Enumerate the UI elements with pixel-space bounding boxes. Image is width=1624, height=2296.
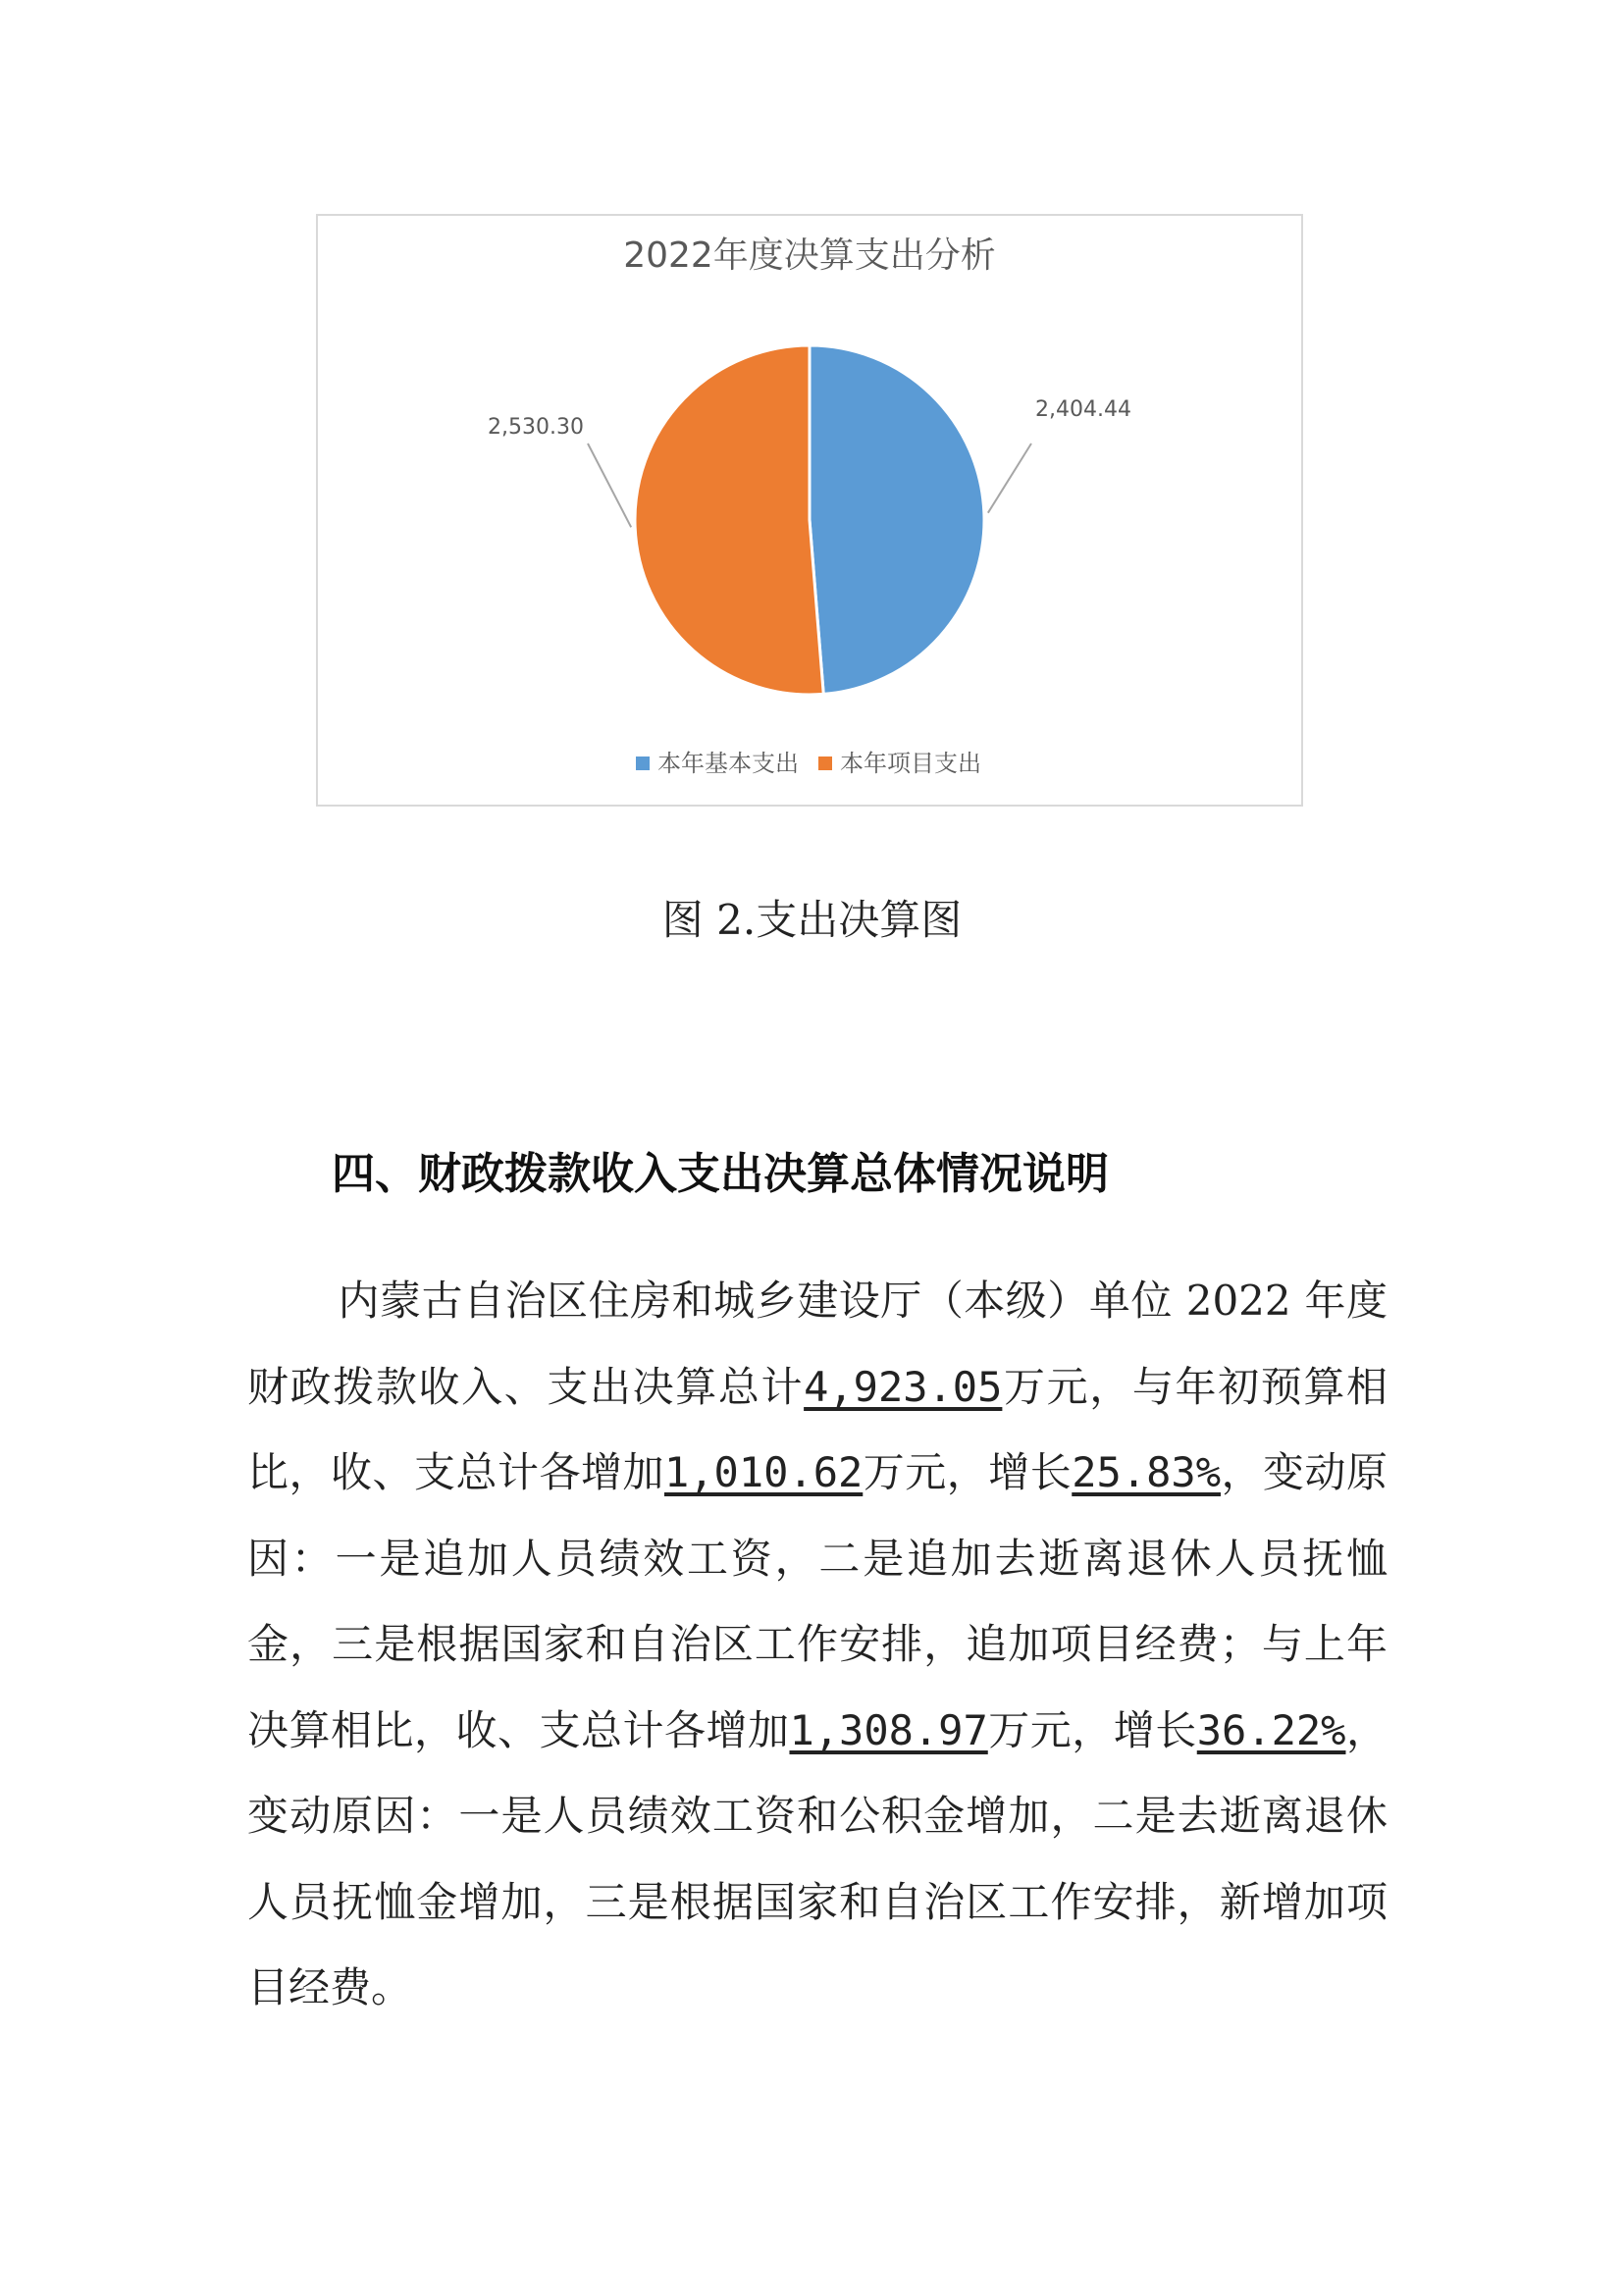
paragraph-text-5: 万元，增长 bbox=[987, 1705, 1197, 1754]
legend-swatch-2 bbox=[818, 757, 832, 770]
body-paragraph bbox=[247, 1258, 1388, 2031]
leader-line-2 bbox=[588, 444, 631, 527]
budget-increase-value: 1,010.62 bbox=[663, 1448, 864, 1496]
budget-growth-percent: 25.83% bbox=[1072, 1448, 1221, 1496]
leader-line-1 bbox=[988, 444, 1031, 513]
paragraph-text-3: 万元，增长 bbox=[863, 1448, 1073, 1496]
paragraph-text-2: 万元，与年初预算相比，收、支总计各增加 bbox=[247, 1362, 1388, 1496]
legend-label-2: 本年项目支出 bbox=[840, 750, 981, 777]
pie-slices bbox=[635, 345, 984, 695]
pie-slice-1 bbox=[810, 345, 984, 694]
year-over-year-increase-value: 1,308.97 bbox=[789, 1705, 988, 1754]
figure-caption: 图 2.支出决算图 bbox=[661, 896, 963, 944]
data-label-2: 2,530.30 bbox=[488, 415, 584, 440]
chart-title: 2022年度决算支出分析 bbox=[623, 235, 996, 276]
paragraph-text-6: ，变动原因：一是人员绩效工资和公积金增加，二是去逝离退休人员抚恤金增加，三是根据国家和自治区工作安排，新增加项目经费。 bbox=[247, 1705, 1388, 2011]
paragraph-text-4: ，变动原因：一是追加人员绩效工资，二是追加去逝离退休人员抚恤金，三是根据国家和自治区工作安排，追加项目经费；与上年决算相比，收、支总计各增加 bbox=[247, 1448, 1388, 1754]
pie-chart-canvas bbox=[318, 216, 1301, 805]
section-heading: 四、财政拨款收入支出决算总体情况说明 bbox=[332, 1149, 1109, 1199]
legend-swatch-1 bbox=[636, 757, 650, 770]
year-over-year-growth-percent: 36.22% bbox=[1196, 1705, 1346, 1754]
expenditure-pie-chart bbox=[316, 214, 1303, 807]
chart-legend bbox=[636, 750, 981, 777]
legend-label-1: 本年基本支出 bbox=[657, 750, 799, 777]
total-amount-value: 4,923.05 bbox=[804, 1362, 1003, 1411]
data-label-1: 2,404.44 bbox=[1035, 397, 1131, 422]
pie-slice-2 bbox=[635, 345, 823, 695]
paragraph-text-1: 内蒙古自治区住房和城乡建设厅（本级）单位 2022 年度财政拨款收入、支出决算总计 bbox=[247, 1277, 1388, 1411]
